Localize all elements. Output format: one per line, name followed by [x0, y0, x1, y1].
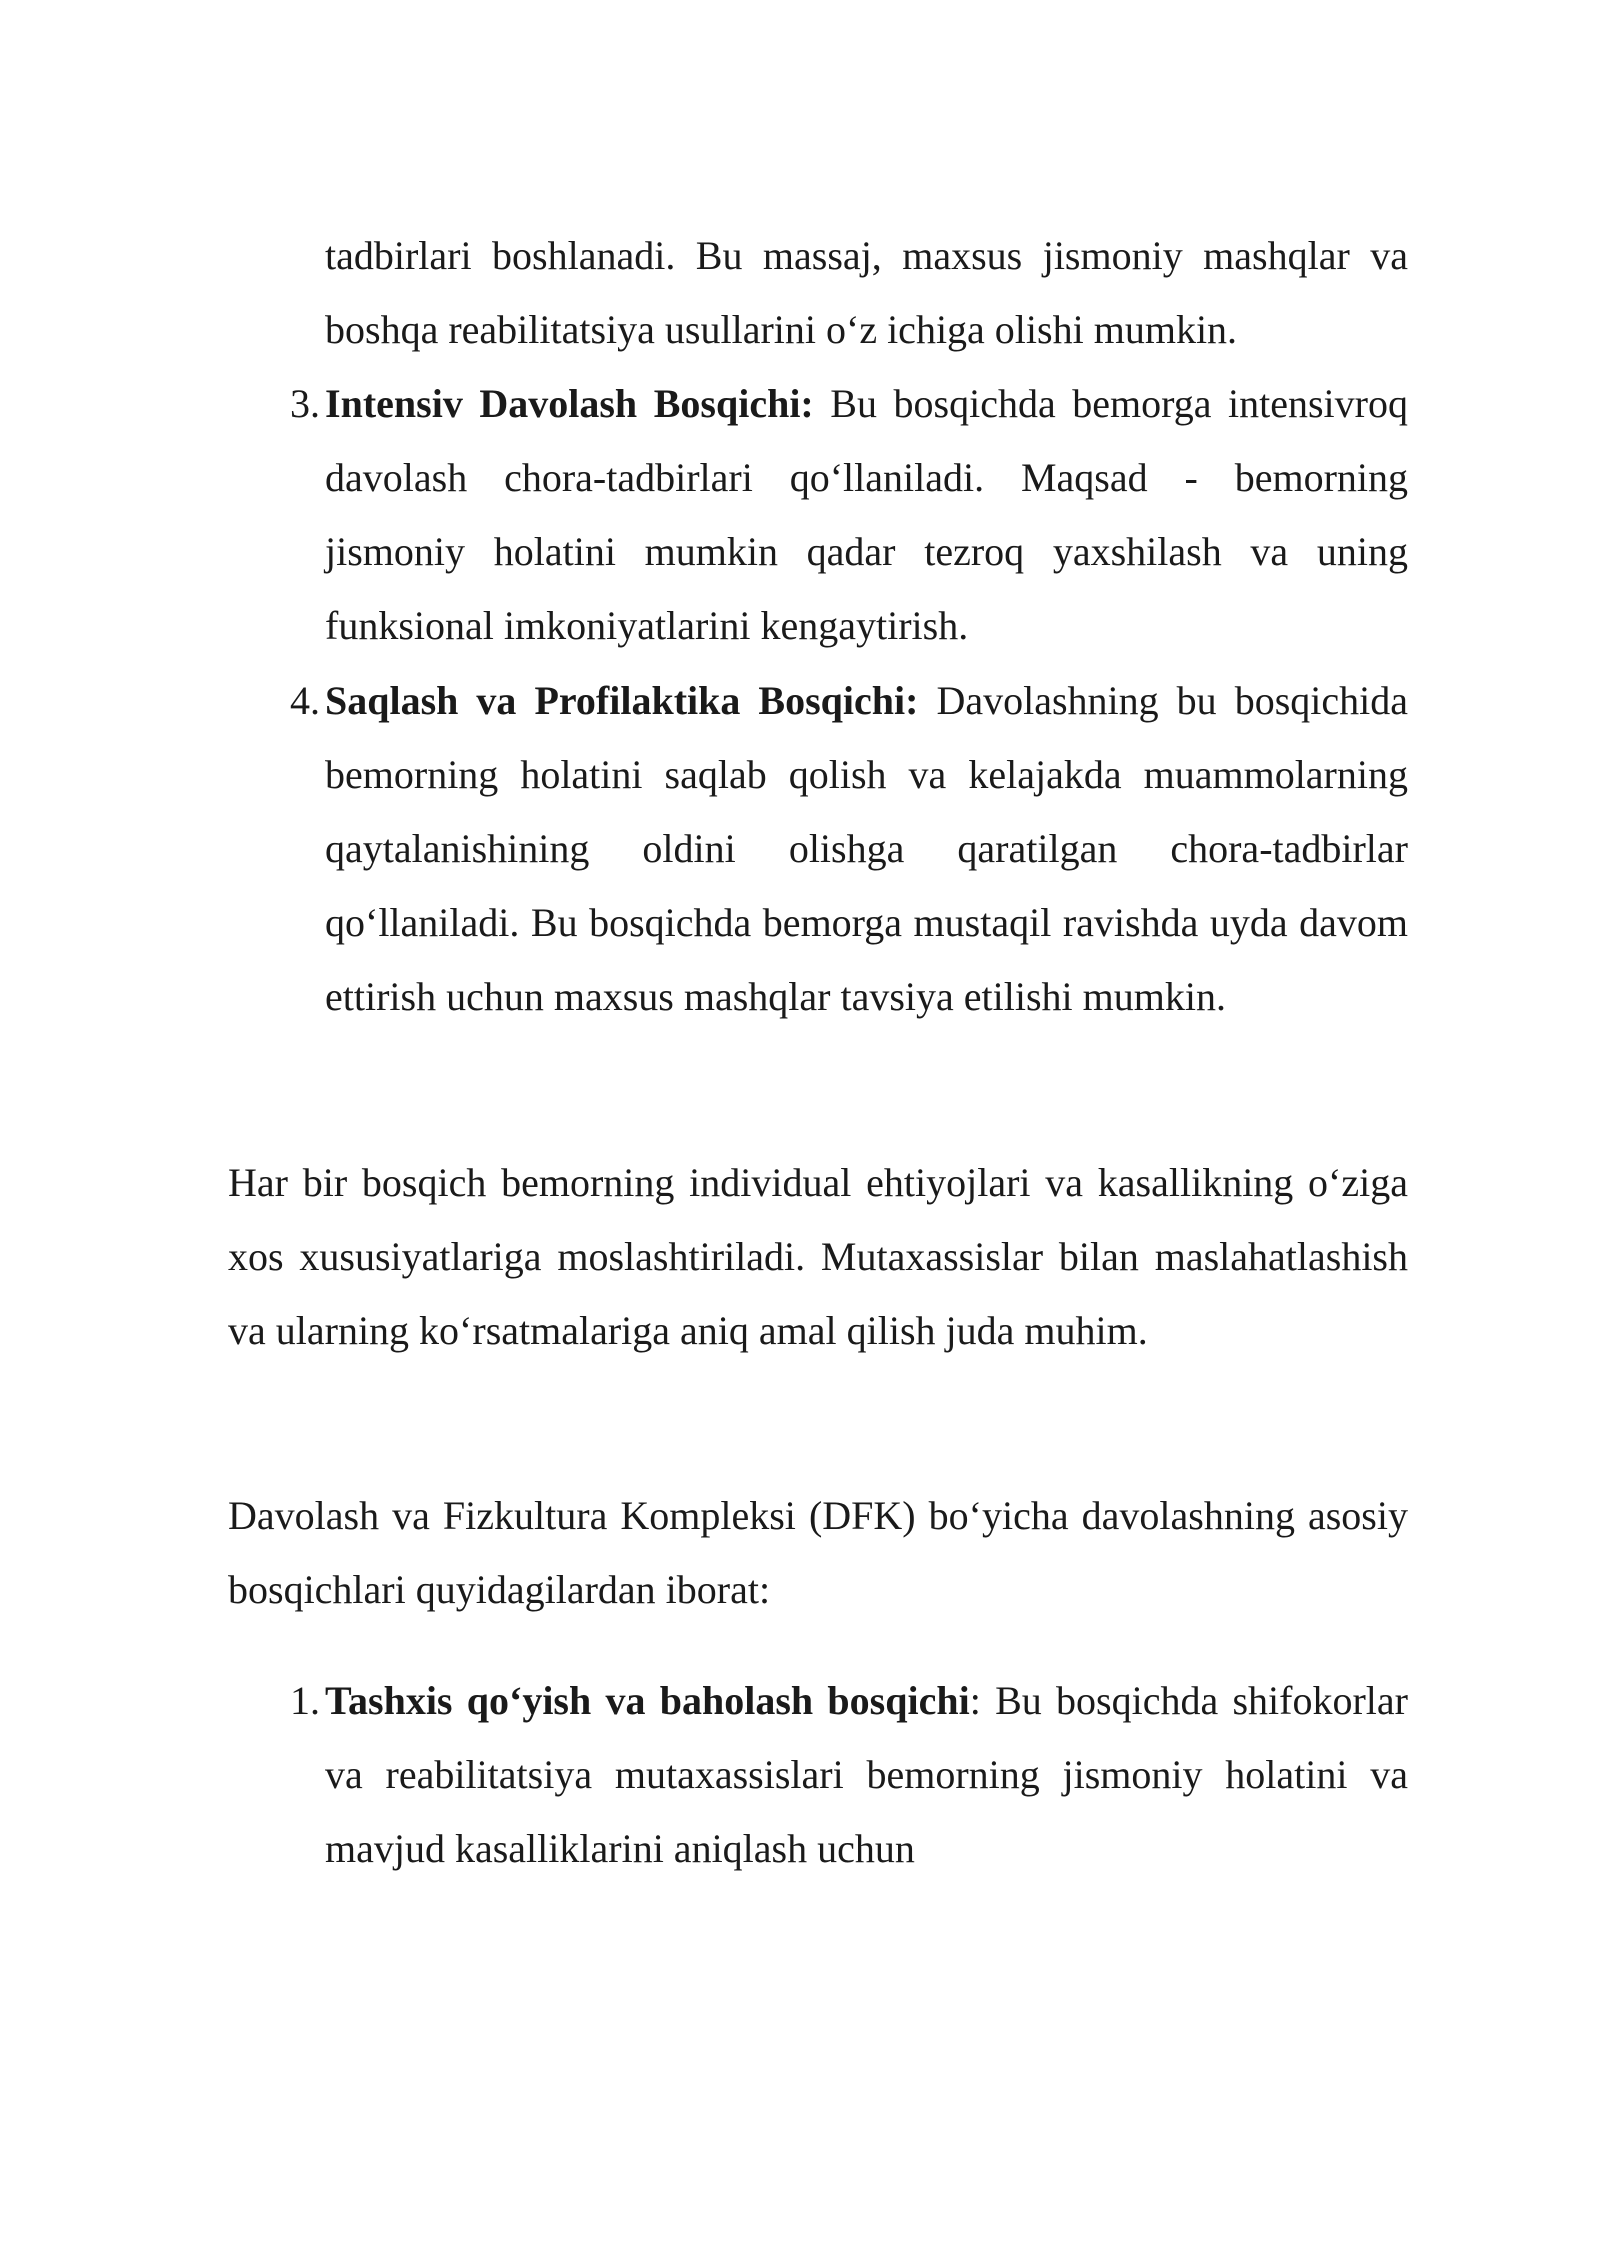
list-item-text: : Bu bosqichda shifokorlar va reabilitatsiya mutaxassislari bemorning jismoniy holatini va mavjud kasalliklarini aniqlash uchun: [325, 1678, 1408, 1871]
list-item-4: [290, 664, 1408, 1034]
paragraph-dfk-intro: Davolash va Fizkultura Kompleksi (DFK) bo‘yicha davolashning asosiy bosqichlari quyidagilardan iborat:: [228, 1493, 1408, 1612]
list-item-3: [290, 367, 1408, 663]
list-number: 1.: [290, 1678, 320, 1723]
list-number: 3.: [290, 381, 320, 426]
list-number: 4.: [290, 678, 320, 723]
list-item-title: Tashxis qo‘yish va baholash bosqichi: [325, 1678, 970, 1723]
list-item-title: Saqlash va Profilaktika Bosqichi:: [325, 678, 919, 723]
list-item-title: Intensiv Davolash Bosqichi:: [325, 381, 814, 426]
paragraph-individual: Har bir bosqich bemorning individual ehtiyojlari va kasallikning o‘ziga xos xususiyatlariga moslashtiriladi. Mutaxassislar bilan maslahatlashish va ularning ko‘rsatmalariga aniq amal qilish juda muhim.: [228, 1160, 1408, 1353]
list-continuation: [325, 219, 1408, 367]
list-item-text: Davolashning bu bosqichida bemorning holatini saqlab qolish va kelajakda muammolarning qaytalanishining oldini olishga qaratilgan chora-tadbirlar qo‘llaniladi. Bu bosqichda bemorga mustaqil ravishda uyda davom ettirish uchun maxsus mashqlar tavsiya etilishi mumkin.: [325, 678, 1408, 1019]
list-item-text: Bu bosqichda bemorga intensivroq davolash chora-tadbirlari qo‘llaniladi. Maqsad - bemorning jismoniy holatini mumkin qadar tezroq yaxshilash va uning funksional imkoniyatlarini kengaytirish.: [325, 381, 1408, 648]
continuation-text: tadbirlari boshlanadi. Bu massaj, maxsus jismoniy mashqlar va boshqa reabilitatsiya usullarini o‘z ichiga olishi mumkin.: [325, 233, 1408, 352]
list-item-1: [290, 1664, 1408, 1886]
